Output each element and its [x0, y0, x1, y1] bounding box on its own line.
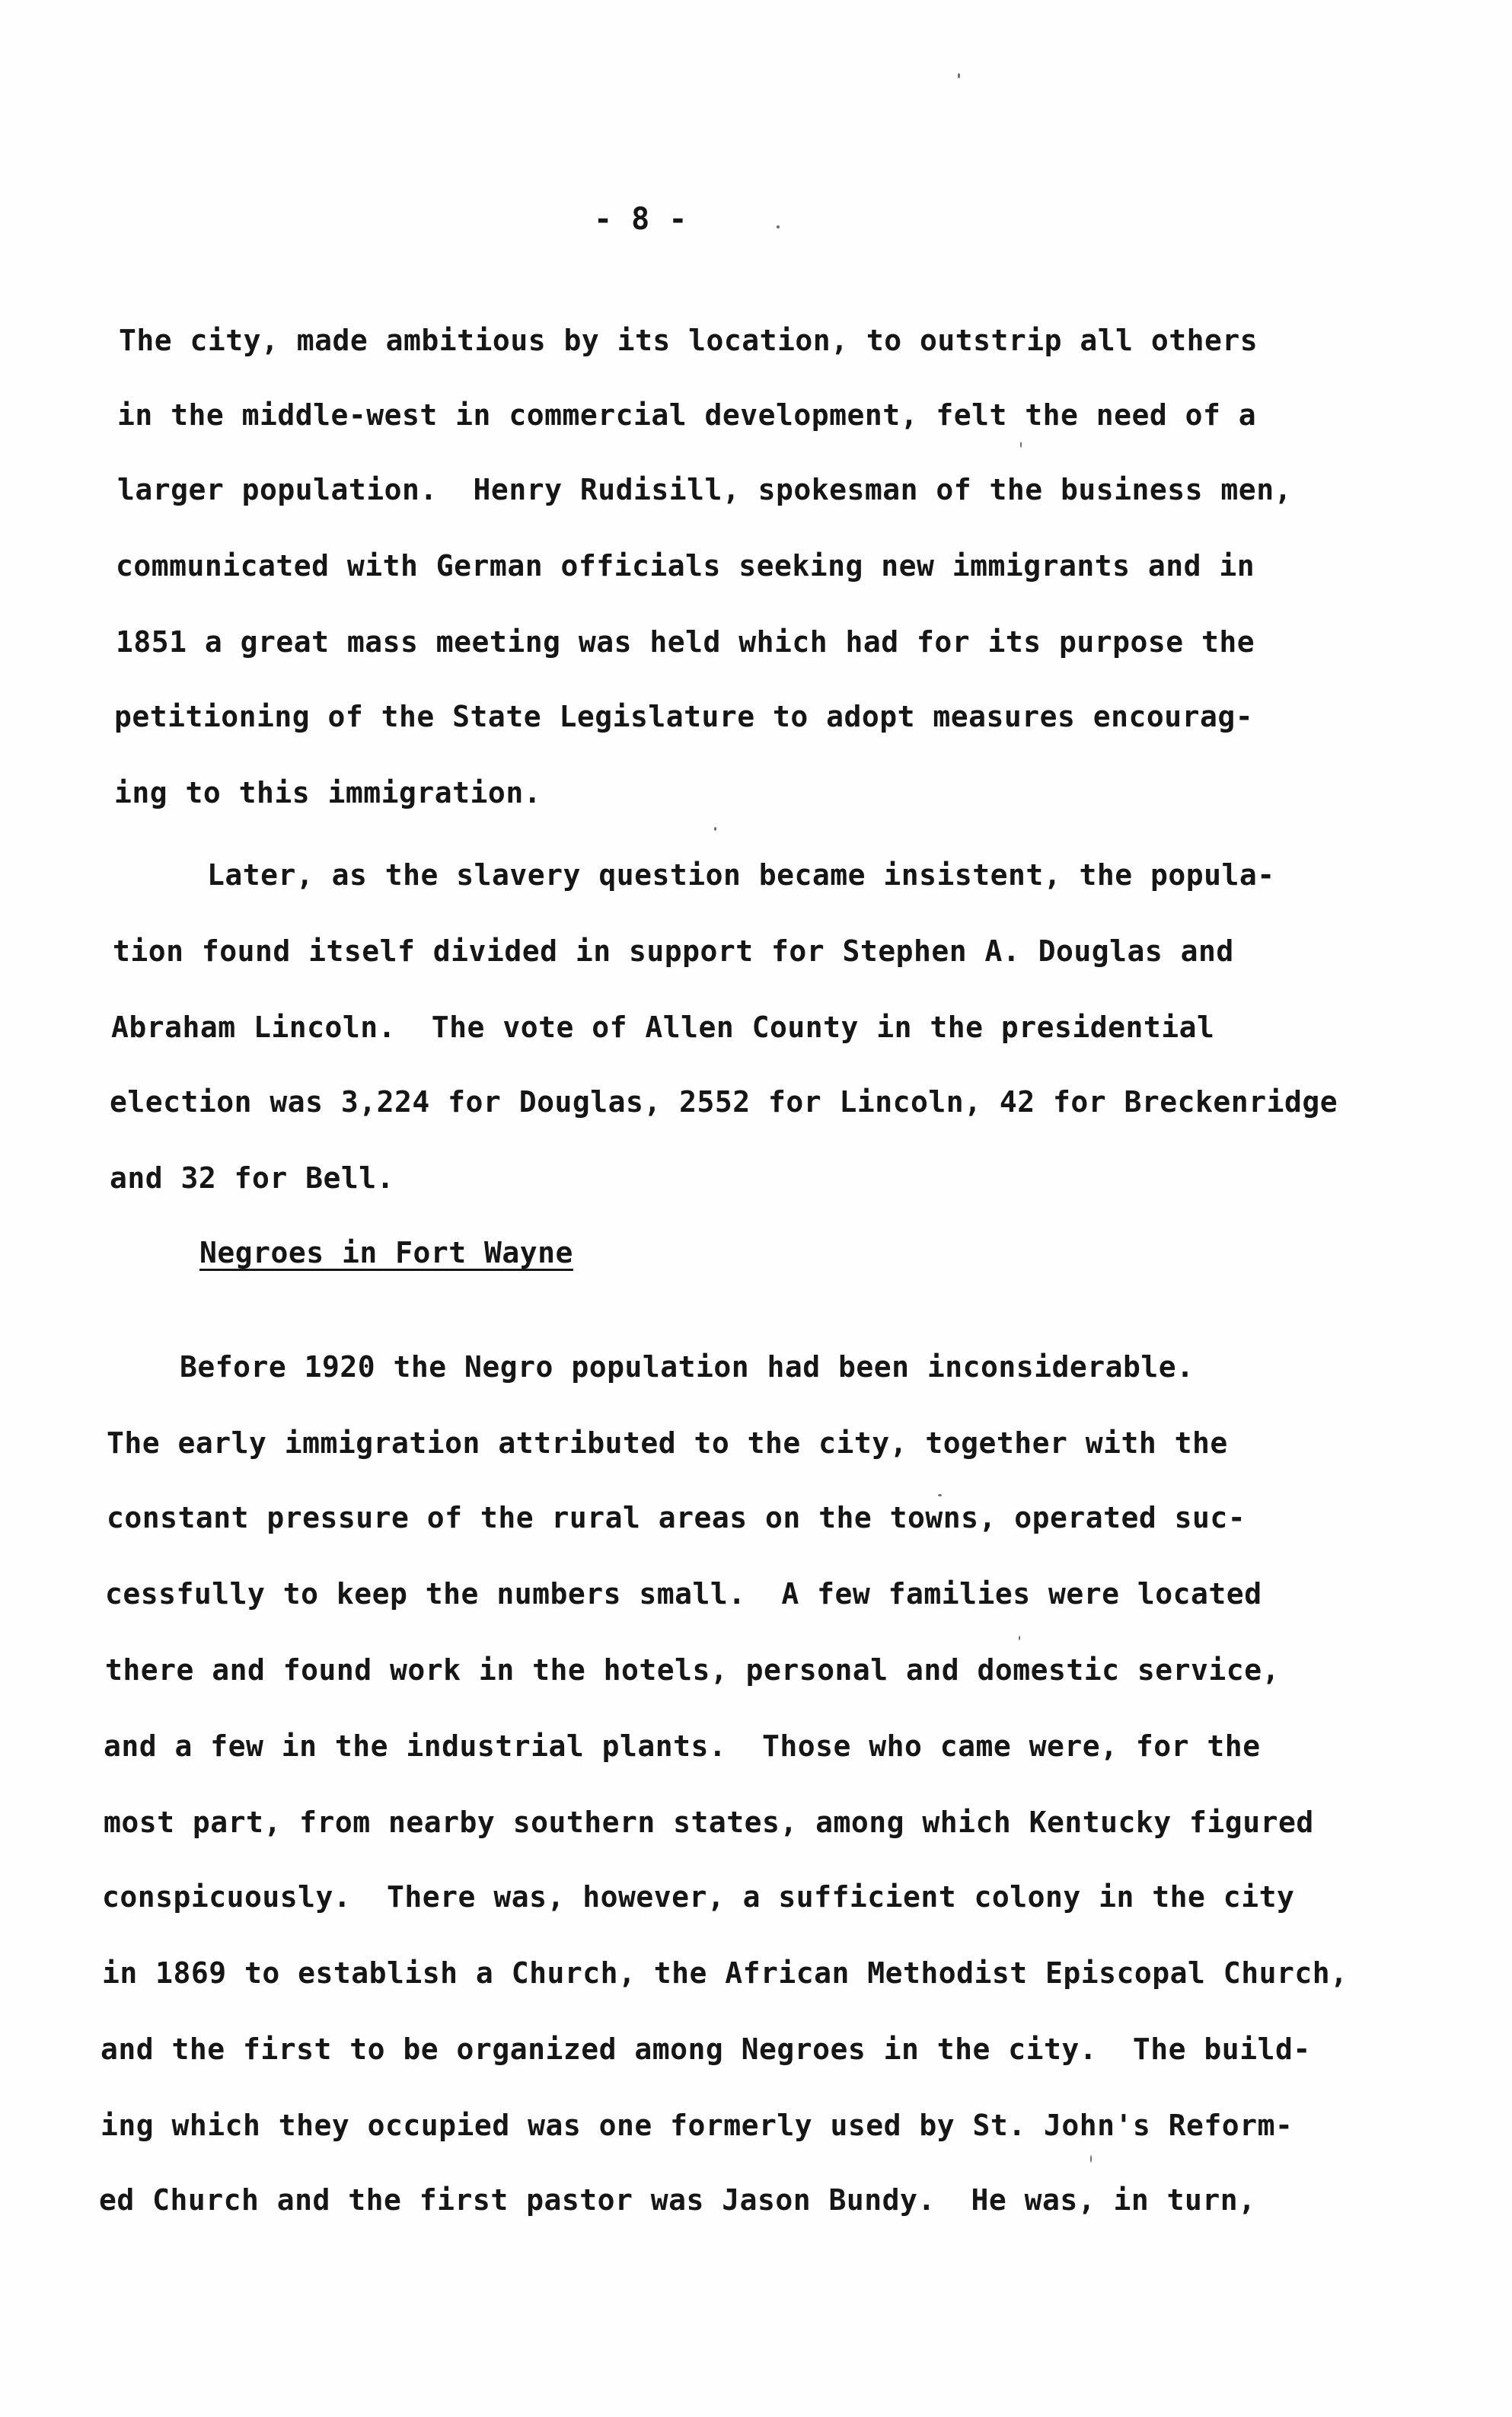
- paragraph-3-line-5: there and found work in the hotels, personal and domestic service,: [105, 1653, 1280, 1687]
- paragraph-1-line-5: 1851 a great mass meeting was held which had for its purpose the: [116, 625, 1255, 659]
- paragraph-3-line-2: The early immigration attributed to the city, together with the: [107, 1426, 1228, 1460]
- scan-speck: [958, 73, 960, 78]
- paragraph-3-line-3: constant pressure of the rural areas on the towns, operated suc-: [107, 1501, 1246, 1534]
- paragraph-2-line-5: and 32 for Bell.: [110, 1161, 395, 1195]
- paragraph-3-line-4: cessfully to keep the numbers small. A few families were located: [105, 1577, 1262, 1611]
- paragraph-2-line-3: Abraham Lincoln. The vote of Allen County in the presidential: [111, 1011, 1215, 1044]
- paragraph-3-line-12: ed Church and the first pastor was Jason Bundy. He was, in turn,: [99, 2183, 1256, 2217]
- paragraph-1-line-6: petitioning of the State Legislature to adopt measures encourag-: [114, 700, 1254, 733]
- scan-speck: [714, 827, 716, 831]
- section-heading: Negroes in Fort Wayne: [199, 1236, 573, 1269]
- paragraph-2-line-1: Later, as the slavery question became insistent, the popula-: [207, 858, 1275, 892]
- paragraph-3-line-1: Before 1920 the Negro population had been inconsiderable.: [180, 1350, 1195, 1384]
- paragraph-3-line-10: and the first to be organized among Negroes in the city. The build-: [100, 2032, 1311, 2066]
- paragraph-2-line-2: tion found itself divided in support for Stephen A. Douglas and: [113, 934, 1234, 968]
- paragraph-1-line-2: in the middle-west in commercial development, felt the need of a: [117, 398, 1257, 432]
- scan-speck: [777, 225, 780, 228]
- paragraph-1-line-7: ing to this immigration.: [114, 776, 542, 809]
- paragraph-3-line-8: conspicuously. There was, however, a sufficient colony in the city: [102, 1880, 1295, 1914]
- paragraph-1-line-3: larger population. Henry Rudisill, spokesman of the business men,: [117, 473, 1292, 506]
- scan-speck: [1090, 2155, 1092, 2163]
- scan-speck: [1020, 442, 1022, 448]
- scan-speck: [938, 1494, 942, 1496]
- scan-speck: [1019, 1636, 1020, 1640]
- page-number: - 8 -: [594, 202, 687, 237]
- paragraph-3-line-6: and a few in the industrial plants. Those who came were, for the: [104, 1729, 1261, 1763]
- paragraph-3-line-7: most part, from nearby southern states, among which Kentucky figured: [104, 1806, 1314, 1839]
- paragraph-3-line-11: ing which they occupied was one formerly used by St. John's Reform-: [100, 2109, 1293, 2142]
- paragraph-2-line-4: election was 3,224 for Douglas, 2552 for Lincoln, 42 for Breckenridge: [110, 1085, 1338, 1119]
- paragraph-1-line-4: communicated with German officials seeking new immigrants and in: [116, 549, 1255, 583]
- paragraph-1-line-1: The city, made ambitious by its location, to outstrip all others: [119, 324, 1258, 357]
- paragraph-3-line-9: in 1869 to establish a Church, the African Methodist Episcopal Church,: [102, 1956, 1348, 1990]
